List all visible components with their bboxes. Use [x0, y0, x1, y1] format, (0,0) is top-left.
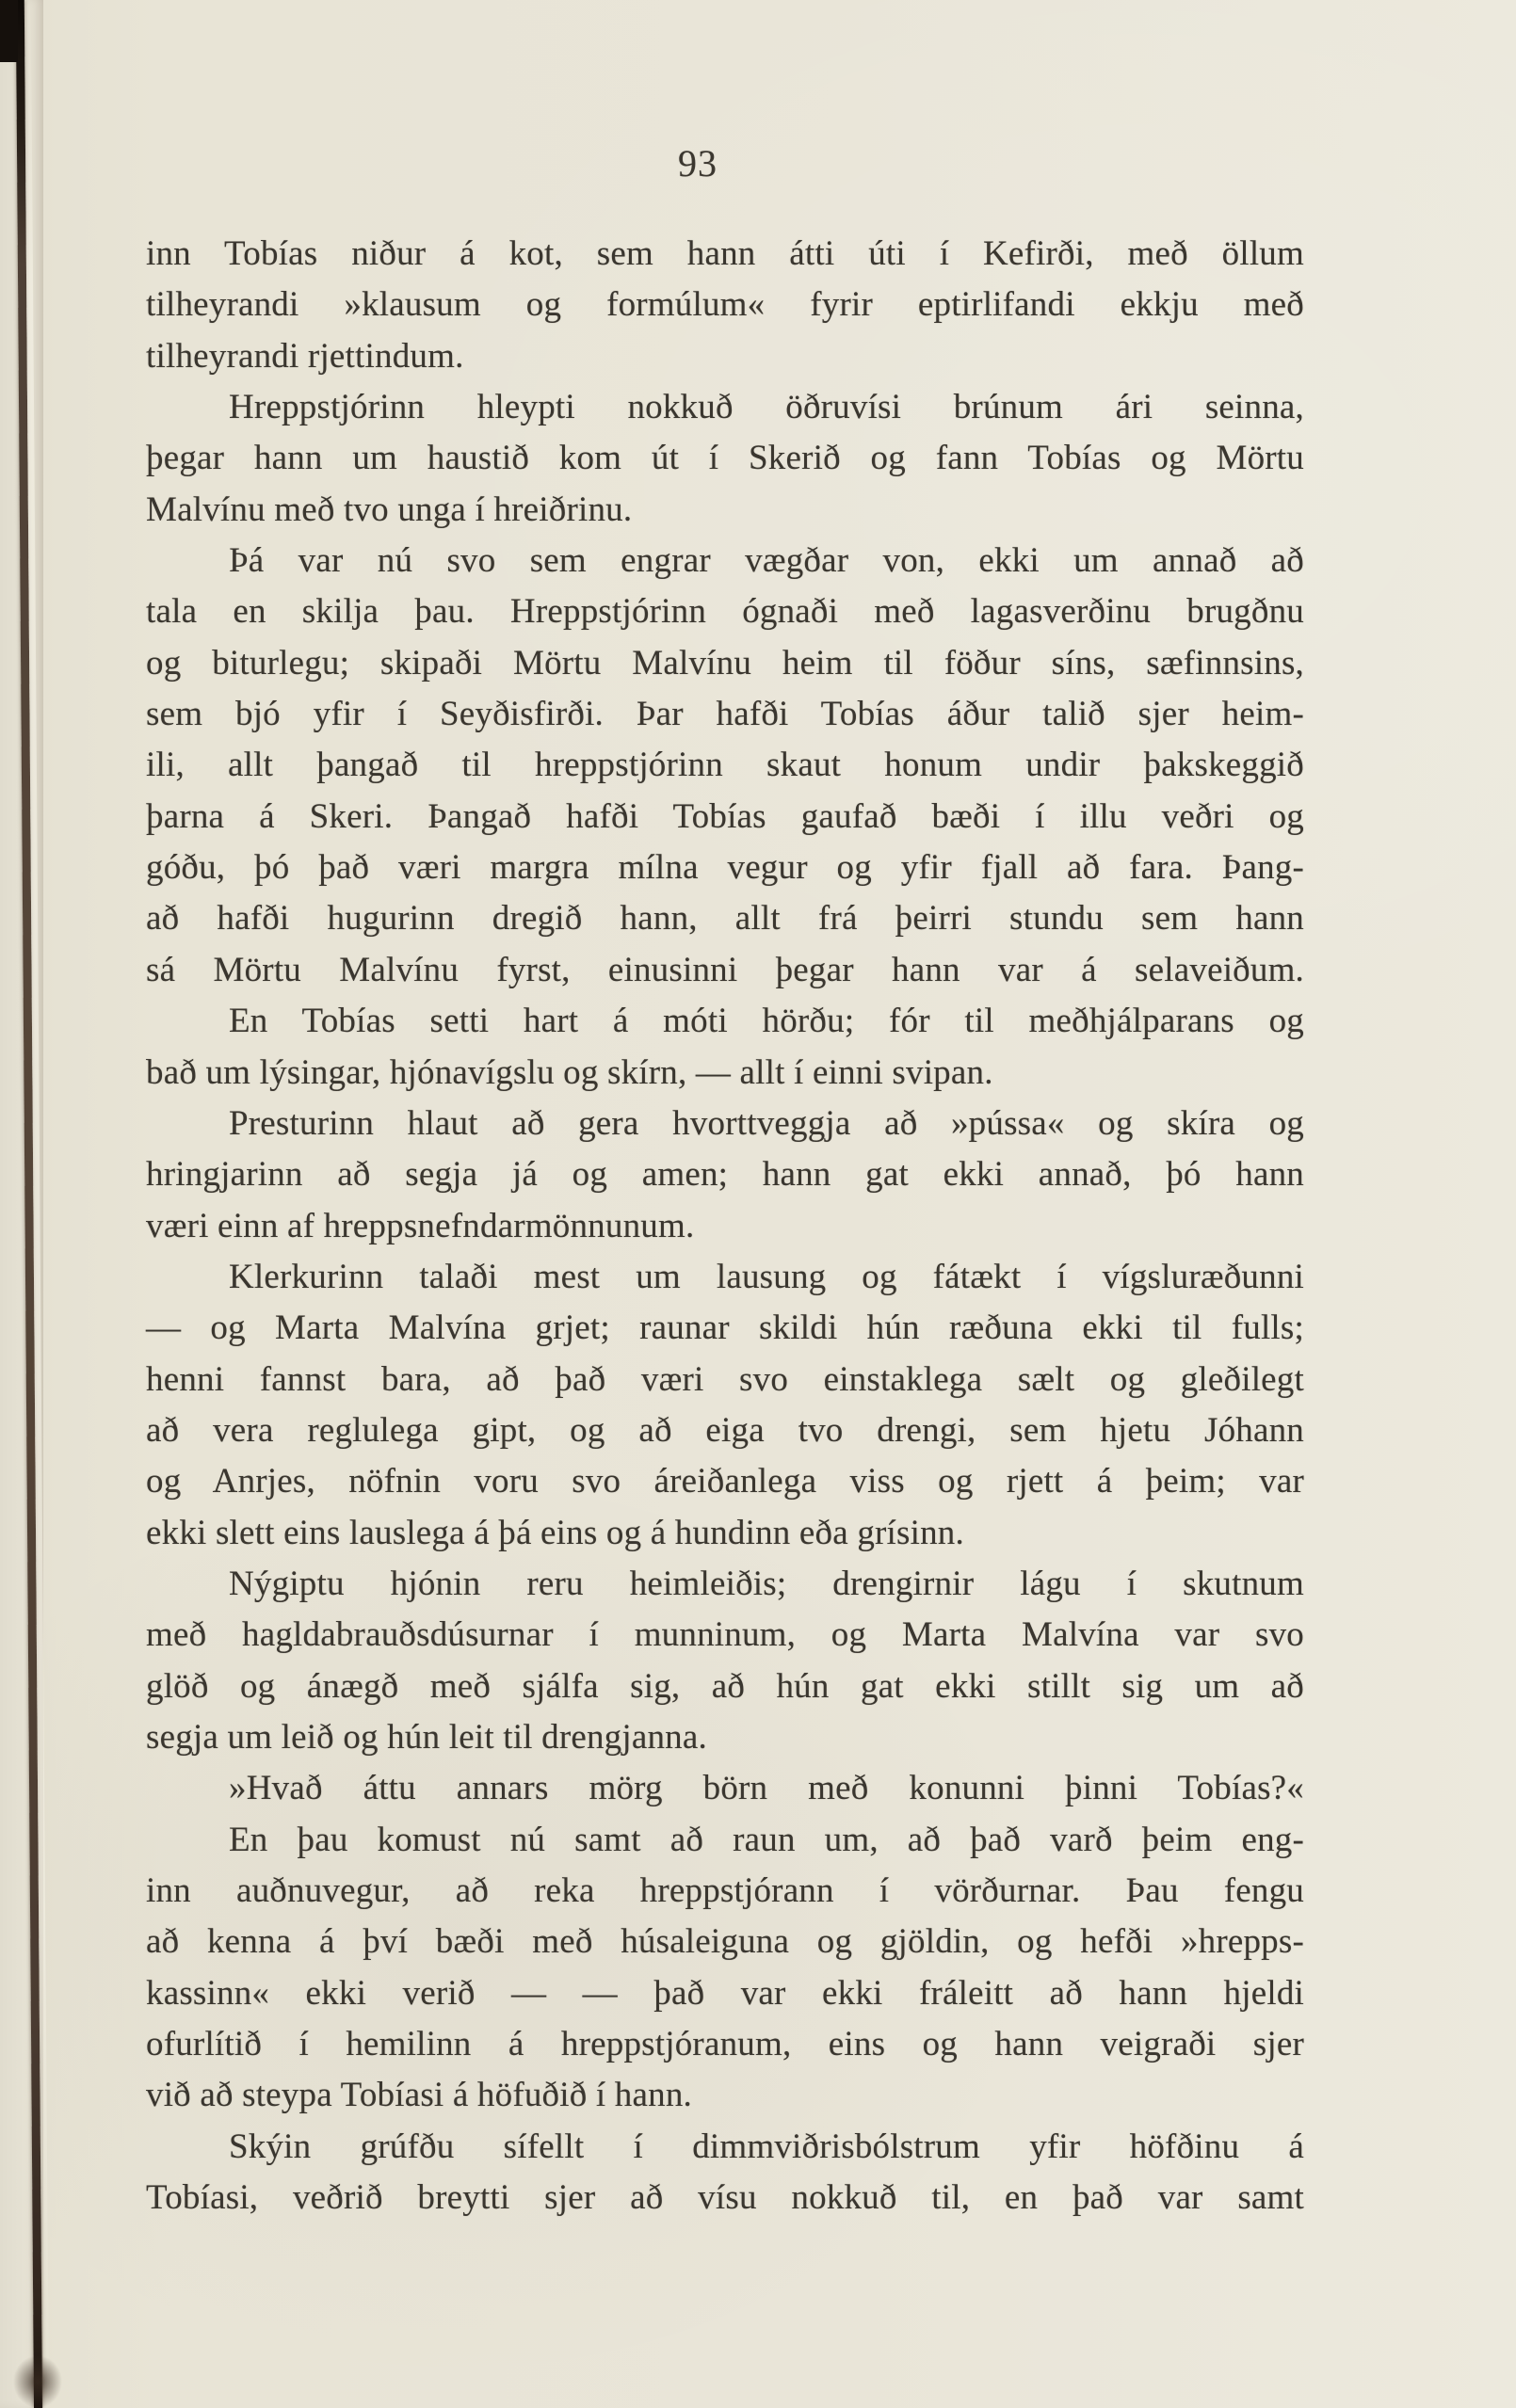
scan-corner-mark [0, 0, 18, 62]
text-line: Þá var nú svo sem engrar vægðar von, ekki um annað að [229, 541, 1304, 581]
text-line: bað um lýsingar, hjónavígslu og skírn, — allt í einni svipan. [146, 1052, 993, 1092]
text-line: Presturinn hlaut að gera hvorttveggja að »pússa« og skíra og [229, 1103, 1304, 1143]
text-line: sem bjó yfir í Seyðisfirði. Þar hafði Tobías áður talið sjer heim- [146, 695, 1304, 734]
text-line: og biturlegu; skipaði Mörtu Malvínu heim til föður síns, sæfinnsins, [146, 643, 1304, 682]
text-line: ili, allt þangað til hreppstjórinn skaut honum undir þakskeggið [146, 746, 1304, 785]
text-line: tala en skilja þau. Hreppstjórinn ógnaði með lagasverðinu brugðnu [146, 592, 1304, 632]
text-line: Tobíasi, veðrið breytti sjer að vísu nokkuð til, en það var samt [146, 2178, 1304, 2218]
text-line: segja um leið og hún leit til drengjanna. [146, 1717, 707, 1757]
text-line: — og Marta Malvína grjet; raunar skildi hún ræðuna ekki til fulls; [146, 1308, 1304, 1348]
text-line: væri einn af hreppsnefndarmönnunum. [146, 1206, 695, 1245]
text-line: Skýin grúfðu sífellt í dimmviðrisbólstrum yfir höfðinu á [229, 2127, 1304, 2166]
text-line: þarna á Skeri. Þangað hafði Tobías gaufað bæði í illu veðri og [146, 796, 1304, 836]
text-line: tilheyrandi »klausum og formúlum« fyrir eptirlifandi ekkju með [146, 285, 1304, 325]
text-line: hringjarinn að segja já og amen; hann gat ekki annað, þó hann [146, 1155, 1304, 1195]
text-line: Hreppstjórinn hleypti nokkuð öðruvísi brúnum ári seinna, [229, 388, 1304, 427]
binding-bottom-shadow [13, 2355, 62, 2408]
text-line: ekki slett eins lauslega á þá eins og á hundinn eða grísinn. [146, 1513, 964, 1552]
text-line: Nýgiptu hjónin reru heimleiðis; drengirnir lágu í skutnum [229, 1564, 1304, 1603]
text-line: glöð og ánægð með sjálfa sig, að hún gat ekki stillt sig um að [146, 1666, 1304, 1706]
page-number: 93 [678, 142, 718, 185]
text-line: og Anrjes, nöfnin voru svo áreiðanlega viss og rjett á þeim; var [146, 1462, 1304, 1501]
text-line: inn Tobías niður á kot, sem hann átti úti í Kefirði, með öllum [146, 234, 1304, 273]
text-line: sá Mörtu Malvínu fyrst, einusinni þegar hann var á selaveiðum. [146, 950, 1304, 989]
body-text [146, 229, 1304, 2223]
text-line: kassinn« ekki verið — — það var ekki fráleitt að hann hjeldi [146, 1973, 1304, 2013]
text-line: við að steypa Tobíasi á höfuðið í hann. [146, 2076, 692, 2115]
text-line: henni fannst bara, að það væri svo einstaklega sælt og gleðilegt [146, 1359, 1304, 1399]
text-line: að hafði hugurinn dregið hann, allt frá þeirri stundu sem hann [146, 899, 1304, 939]
text-line: inn auðnuvegur, að reka hreppstjórann í vörðurnar. Þau fengu [146, 1871, 1304, 1910]
text-line: ofurlítið í hemilinn á hreppstjóranum, eins og hann veigraði sjer [146, 2025, 1304, 2064]
text-line: tilheyrandi rjettindum. [146, 336, 464, 376]
text-line: að kenna á því bæði með húsaleiguna og gjöldin, og hefði »hrepps- [146, 1922, 1304, 1962]
text-line: Malvínu með tvo unga í hreiðrinu. [146, 490, 633, 529]
text-line: En Tobías setti hart á móti hörðu; fór til meðhjálparans og [229, 1002, 1304, 1041]
text-line: góðu, þó það væri margra mílna vegur og yfir fjall að fara. Þang- [146, 848, 1304, 888]
text-line: þegar hann um haustið kom út í Skerið og fann Tobías og Mörtu [146, 439, 1304, 478]
text-line: með hagldabrauðsdúsurnar í munninum, og Marta Malvína var svo [146, 1615, 1304, 1655]
text-line: að vera reglulega gipt, og að eiga tvo drengi, sem hjetu Jóhann [146, 1410, 1304, 1450]
text-line: »Hvað áttu annars mörg börn með konunni þinni Tobías?« [229, 1769, 1304, 1808]
text-line: Klerkurinn talaði mest um lausung og fátækt í vígsluræðunni [229, 1257, 1304, 1296]
text-line: En þau komust nú samt að raun um, að það varð þeim eng- [229, 1820, 1304, 1859]
